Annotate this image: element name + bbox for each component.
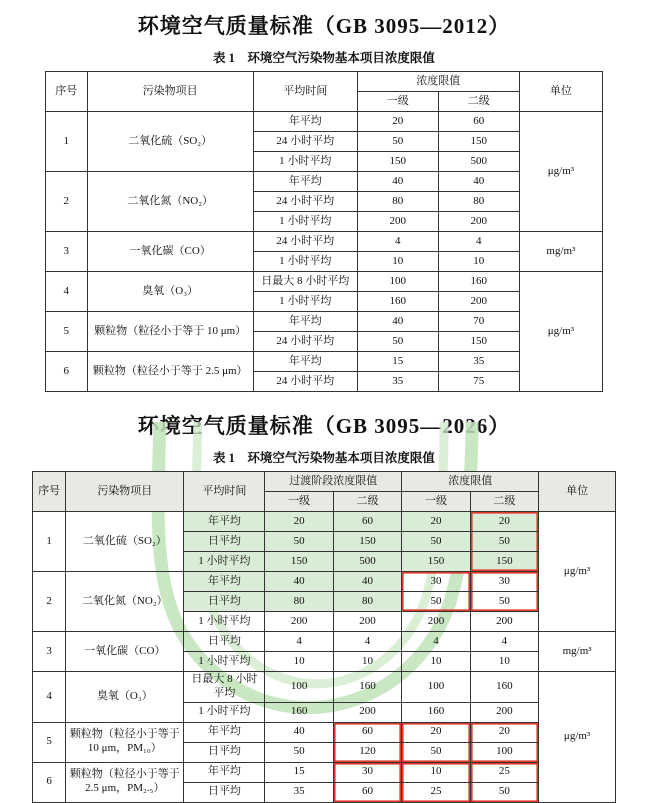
cell-transition-grade2: 150 [333,532,401,552]
cell-unit: μg/m³ [519,272,602,392]
cell-grade1: 35 [357,372,438,392]
cell-grade1: 10 [402,652,470,672]
header-unit: 单位 [519,72,602,112]
cell-averaging-time: 1 小时平均 [184,652,265,672]
table-header-row [46,72,603,92]
cell-transition-grade1: 100 [265,672,333,703]
cell-grade1: 150 [357,152,438,172]
cell-grade1: 200 [357,212,438,232]
cell-grade2: 50 [470,782,538,802]
cell-no: 3 [33,632,66,672]
cell-transition-grade2: 60 [333,722,401,742]
cell-transition-grade1: 160 [265,702,333,722]
header-pollutant: 污染物项目 [66,472,184,512]
cell-averaging-time: 日平均 [184,532,265,552]
cell-no: 1 [46,112,88,172]
cell-grade2: 150 [438,332,519,352]
cell-pollutant: 二氧化硫（SO₂） [87,112,253,172]
cell-averaging-time: 年平均 [253,352,357,372]
cell-averaging-time: 24 小时平均 [253,132,357,152]
header-grade-2: 二级 [438,92,519,112]
cell-transition-grade2: 500 [333,552,401,572]
cell-no: 4 [46,272,88,312]
cell-averaging-time: 日平均 [184,592,265,612]
cell-no: 2 [33,572,66,632]
cell-grade1: 4 [357,232,438,252]
cell-transition-grade1: 50 [265,532,333,552]
cell-averaging-time: 年平均 [184,572,265,592]
cell-transition-grade2: 80 [333,592,401,612]
cell-grade2: 4 [470,632,538,652]
cell-grade1: 100 [402,672,470,703]
cell-transition-grade1: 80 [265,592,333,612]
cell-unit: μg/m³ [519,112,602,232]
cell-grade1: 15 [357,352,438,372]
cell-no: 2 [46,172,88,232]
cell-grade1: 100 [357,272,438,292]
cell-grade2: 150 [438,132,519,152]
cell-grade2: 4 [438,232,519,252]
cell-averaging-time: 1 小时平均 [253,292,357,312]
cell-grade1: 20 [402,722,470,742]
document-page [0,10,648,803]
cell-averaging-time: 24 小时平均 [253,332,357,352]
table-row [46,352,603,372]
cell-averaging-time: 1 小时平均 [184,702,265,722]
cell-grade1: 160 [357,292,438,312]
cell-no: 5 [46,312,88,352]
cell-transition-grade2: 200 [333,702,401,722]
table-row [46,112,603,132]
header-limits-group: 浓度限值 [357,72,519,92]
header-no: 序号 [33,472,66,512]
cell-grade2: 50 [470,532,538,552]
cell-transition-grade2: 60 [333,512,401,532]
cell-grade2: 160 [470,672,538,703]
cell-grade1: 200 [402,612,470,632]
header-grade-1: 一级 [357,92,438,112]
cell-unit: μg/m³ [539,512,616,632]
cell-averaging-time: 日平均 [184,742,265,762]
cell-grade1: 20 [357,112,438,132]
cell-grade1: 40 [357,312,438,332]
header-grade-2: 二级 [470,492,538,512]
cell-grade1: 150 [402,552,470,572]
cell-unit: mg/m³ [519,232,602,272]
cell-grade2: 10 [438,252,519,272]
cell-transition-grade1: 40 [265,572,333,592]
cell-grade2: 160 [438,272,519,292]
cell-pollutant: 颗粒物（粒径小于等于 2.5 μm） [87,352,253,392]
cell-averaging-time: 1 小时平均 [253,252,357,272]
cell-grade2: 70 [438,312,519,332]
cell-grade2: 150 [470,552,538,572]
header-limits-group: 浓度限值 [402,472,539,492]
cell-transition-grade1: 200 [265,612,333,632]
page-title-2026: 环境空气质量标准（GB 3095—2026） [137,414,511,438]
cell-grade2: 50 [470,592,538,612]
cell-grade2: 100 [470,742,538,762]
section-2026 [0,410,648,803]
cell-grade2: 20 [470,722,538,742]
cell-pollutant: 颗粒物（粒径小于等于 2.5 μm，PM₂.₅） [66,762,184,802]
cell-pollutant: 一氧化碳（CO） [87,232,253,272]
cell-transition-grade1: 4 [265,632,333,652]
cell-pollutant: 二氧化氮（NO₂） [87,172,253,232]
cell-transition-grade1: 40 [265,722,333,742]
cell-pollutant: 二氧化硫（SO₂） [66,512,184,572]
page-title-2012: 环境空气质量标准（GB 3095—2012） [137,14,511,38]
cell-pollutant: 臭氧（O₃） [87,272,253,312]
header-averaging-time: 平均时间 [253,72,357,112]
table-row [33,672,616,703]
cell-grade2: 60 [438,112,519,132]
pollutant-limits-table-2026 [32,471,616,803]
header-pollutant: 污染物项目 [87,72,253,112]
cell-transition-grade2: 10 [333,652,401,672]
table-row [33,632,616,652]
cell-grade2: 200 [438,212,519,232]
cell-averaging-time: 24 小时平均 [253,372,357,392]
cell-grade2: 10 [470,652,538,672]
cell-grade2: 200 [438,292,519,312]
cell-averaging-time: 1 小时平均 [184,612,265,632]
header-averaging-time: 平均时间 [184,472,265,512]
cell-transition-grade2: 30 [333,762,401,782]
cell-grade2: 75 [438,372,519,392]
table-row [46,232,603,252]
cell-transition-grade1: 15 [265,762,333,782]
table-row [46,172,603,192]
table-header-row [33,472,616,492]
table-row [33,722,616,742]
cell-transition-grade1: 10 [265,652,333,672]
cell-averaging-time: 年平均 [184,512,265,532]
cell-transition-grade2: 160 [333,672,401,703]
cell-grade1: 10 [357,252,438,272]
cell-transition-grade2: 60 [333,782,401,802]
cell-transition-grade2: 40 [333,572,401,592]
cell-averaging-time: 年平均 [184,722,265,742]
cell-pollutant: 二氧化氮（NO₂） [66,572,184,632]
cell-grade1: 20 [402,512,470,532]
cell-transition-grade2: 4 [333,632,401,652]
cell-averaging-time: 年平均 [253,172,357,192]
header-transition-grade-1: 一级 [265,492,333,512]
cell-no: 4 [33,672,66,723]
cell-grade2: 25 [470,762,538,782]
cell-grade1: 50 [402,592,470,612]
section-2012 [0,10,648,392]
cell-grade1: 50 [402,742,470,762]
table-row [33,572,616,592]
cell-averaging-time: 年平均 [253,112,357,132]
cell-pollutant: 臭氧（O₃） [66,672,184,723]
cell-averaging-time: 24 小时平均 [253,232,357,252]
header-transition-grade-2: 二级 [333,492,401,512]
cell-grade2: 500 [438,152,519,172]
cell-averaging-time: 年平均 [253,312,357,332]
cell-transition-grade1: 50 [265,742,333,762]
cell-pollutant: 颗粒物（粒径小于等于 10 μm） [87,312,253,352]
cell-grade1: 50 [357,132,438,152]
cell-transition-grade1: 150 [265,552,333,572]
header-unit: 单位 [539,472,616,512]
table-caption-2012: 表 1 环境空气污染物基本项目浓度限值 [213,51,435,65]
cell-unit: μg/m³ [539,672,616,803]
cell-grade2: 40 [438,172,519,192]
table-row [33,762,616,782]
cell-no: 1 [33,512,66,572]
cell-grade1: 4 [402,632,470,652]
cell-averaging-time: 日最大 8 小时平均 [253,272,357,292]
cell-transition-grade2: 120 [333,742,401,762]
pollutant-limits-table-2012 [45,71,603,392]
cell-grade1: 30 [402,572,470,592]
cell-averaging-time: 日平均 [184,782,265,802]
table-row [46,272,603,292]
cell-averaging-time: 24 小时平均 [253,192,357,212]
cell-grade2: 200 [470,702,538,722]
cell-grade2: 20 [470,512,538,532]
cell-grade1: 160 [402,702,470,722]
cell-pollutant: 一氧化碳（CO） [66,632,184,672]
cell-no: 6 [33,762,66,802]
cell-unit: mg/m³ [539,632,616,672]
cell-averaging-time: 1 小时平均 [253,152,357,172]
cell-grade2: 35 [438,352,519,372]
table-row [33,512,616,532]
cell-grade1: 50 [357,332,438,352]
cell-grade2: 80 [438,192,519,212]
cell-grade1: 80 [357,192,438,212]
header-grade-1: 一级 [402,492,470,512]
cell-transition-grade1: 35 [265,782,333,802]
cell-grade1: 25 [402,782,470,802]
cell-averaging-time: 日最大 8 小时平均 [184,672,265,703]
cell-averaging-time: 1 小时平均 [184,552,265,572]
cell-transition-grade1: 20 [265,512,333,532]
table-caption-2026: 表 1 环境空气污染物基本项目浓度限值 [213,451,435,465]
cell-grade2: 200 [470,612,538,632]
cell-no: 5 [33,722,66,762]
cell-no: 6 [46,352,88,392]
table-row [46,312,603,332]
cell-no: 3 [46,232,88,272]
cell-pollutant: 颗粒物（粒径小于等于 10 μm，PM₁₀） [66,722,184,762]
header-transition-limits-group: 过渡阶段浓度限值 [265,472,402,492]
cell-grade1: 10 [402,762,470,782]
cell-grade2: 30 [470,572,538,592]
cell-grade1: 50 [402,532,470,552]
header-no: 序号 [46,72,88,112]
cell-averaging-time: 日平均 [184,632,265,652]
cell-grade1: 40 [357,172,438,192]
cell-transition-grade2: 200 [333,612,401,632]
cell-averaging-time: 年平均 [184,762,265,782]
cell-averaging-time: 1 小时平均 [253,212,357,232]
